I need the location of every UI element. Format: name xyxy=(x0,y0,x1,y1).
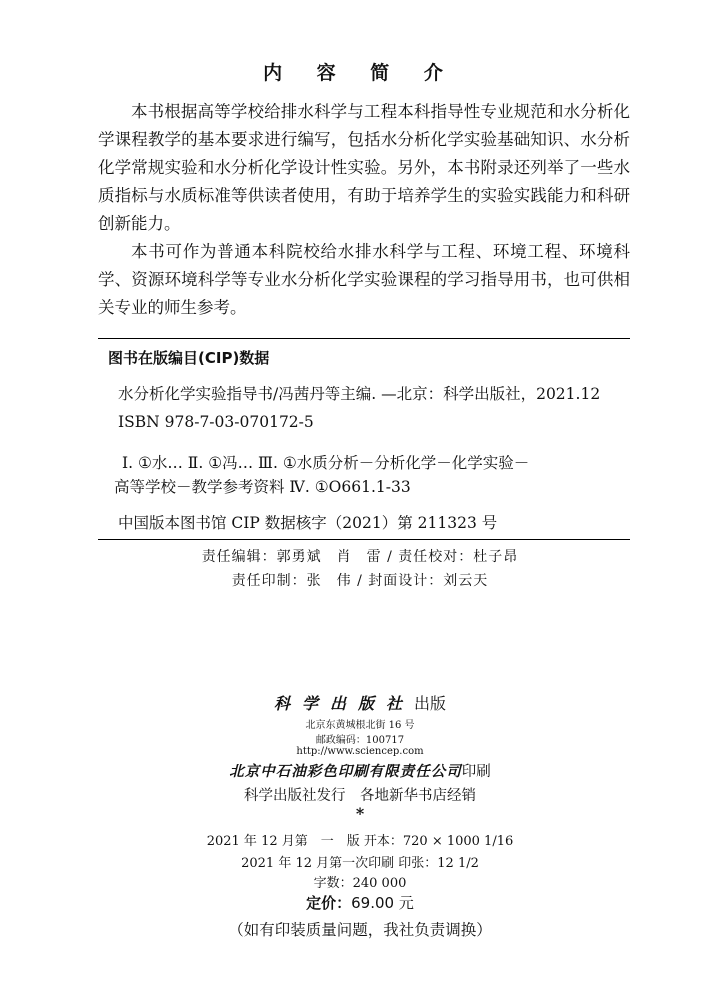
cip-bibliographic-line: 水分析化学实验指导书/冯茜丹等主编. —北京：科学出版社，2021.12 xyxy=(118,385,601,403)
publisher-suffix: 出版 xyxy=(414,694,447,713)
cip-data-box xyxy=(98,338,630,540)
publisher-logotype: 科学出版社 xyxy=(273,694,414,713)
printer-line xyxy=(0,760,720,781)
publisher-website: http://www.sciencep.com xyxy=(296,746,424,757)
quality-notice: （如有印装质量问题，我社负责调换） xyxy=(228,921,492,939)
price-value: 69.00 元 xyxy=(351,894,414,912)
page-title: 内 容 简 介 xyxy=(263,62,457,84)
cip-approval-number: 中国版本图书馆 CIP 数据核字（2021）第 211323 号 xyxy=(118,514,498,532)
printer-logotype: 北京中石油彩色印刷有限责任公司 xyxy=(229,764,462,780)
publisher-address: 北京东黄城根北街 16 号 xyxy=(305,720,415,731)
intro-section xyxy=(98,98,630,322)
intro-paragraph-1: 本书根据高等学校给排水科学与工程本科指导性专业规范和水分析化学课程教学的基本要求进行编写，包括水分析化学实验基础知识、水分析化学常规实验和水分析化学设计性实验。另外，本书附录还列举了一些水质指标与水质标准等供读者使用，有助于培养学生的实验实践能力和科研创新能力。 xyxy=(98,102,630,233)
intro-paragraph-2: 本书可作为普通本科院校给水排水科学与工程、环境工程、环境科学、资源环境科学等专业水分析化学实验课程的学习指导用书，也可供相关专业的师生参考。 xyxy=(98,242,630,317)
cip-subject-line-2: 高等学校－教学参考资料 Ⅳ. ①O661.1-33 xyxy=(114,478,411,496)
edition-line: 2021 年 12 月第 一 版 开本：720 × 1000 1/16 xyxy=(206,834,514,849)
printing-line: 2021 年 12 月第一次印刷 印张：12 1/2 xyxy=(241,856,479,871)
word-count: 字数：240 000 xyxy=(313,876,407,891)
price-line xyxy=(0,892,720,913)
editor-credits: 责任编辑：郭勇斌 肖 雷 / 责任校对：杜子昂 xyxy=(201,549,519,565)
production-credits: 责任印制：张 伟 / 封面设计：刘云天 xyxy=(231,573,489,589)
cip-heading: 图书在版编目(CIP)数据 xyxy=(108,349,270,367)
publisher-line xyxy=(0,691,720,714)
distribution-line: 科学出版社发行 各地新华书店经销 xyxy=(244,788,476,804)
cip-subject-line-1: Ⅰ. ①水… Ⅱ. ①冯… Ⅲ. ①水质分析－分析化学－化学实验－ xyxy=(122,454,530,472)
separator-asterisk: * xyxy=(355,804,365,823)
publisher-postcode: 邮政编码：100717 xyxy=(315,735,405,746)
cip-isbn: ISBN 978-7-03-070172-5 xyxy=(118,413,314,431)
price-label: 定价： xyxy=(306,894,352,912)
printer-suffix: 印刷 xyxy=(461,764,491,780)
